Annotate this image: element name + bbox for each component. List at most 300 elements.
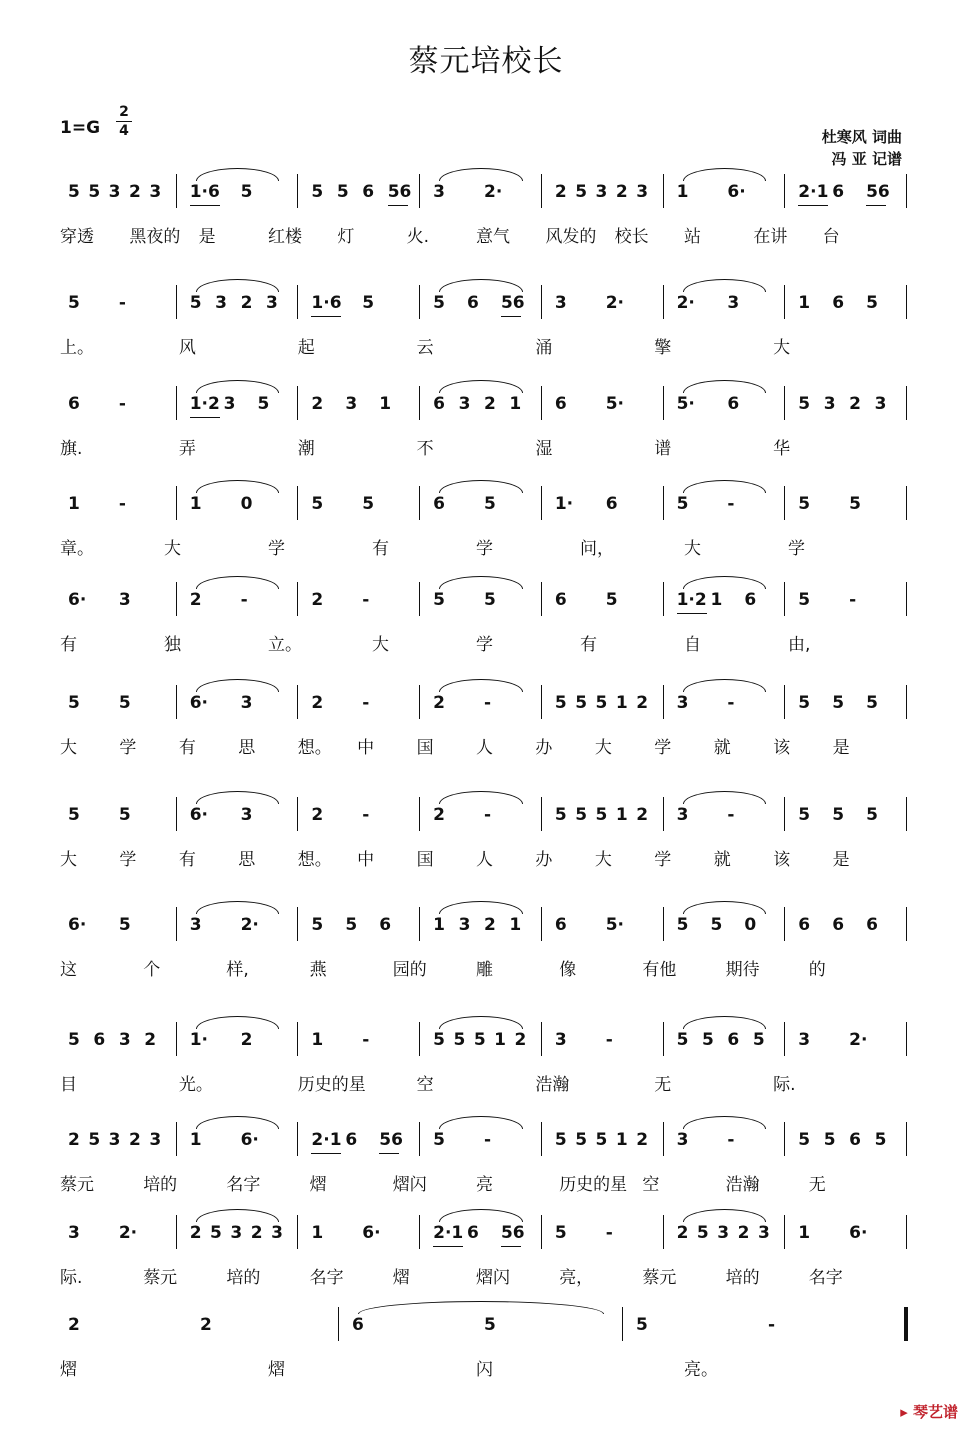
note: 6 — [744, 590, 757, 610]
lyric-word: 由, — [788, 635, 811, 655]
notation-line — [60, 484, 912, 524]
note: 3 — [757, 1223, 770, 1243]
note: 5 — [68, 293, 80, 313]
note: 5 — [702, 1030, 714, 1050]
lyric-word: 是 — [198, 227, 216, 247]
notation-line — [60, 795, 912, 835]
lyric-word: 大 — [60, 850, 77, 870]
lyric-word: 际. — [773, 1075, 796, 1095]
lyric-word: 名字 — [226, 1175, 261, 1195]
note: 1 — [311, 1223, 324, 1243]
note: 1 — [379, 394, 392, 414]
lyric-word: 燕 — [309, 960, 327, 980]
notation-line — [60, 905, 912, 945]
lyric-word: 风 — [178, 338, 196, 358]
lyric-word: 亮。 — [684, 1360, 718, 1380]
beam-line — [677, 613, 707, 614]
page-title: 蔡元培校长 — [408, 44, 564, 79]
note: 1 — [615, 693, 628, 713]
note: 1 — [189, 1130, 202, 1150]
bar-line — [541, 486, 542, 520]
note: 5 — [453, 1030, 466, 1050]
note: - — [484, 693, 492, 713]
note: 2 — [311, 805, 324, 825]
lyric-word: 弄 — [178, 439, 196, 459]
slur-mark — [683, 380, 767, 393]
slur-mark — [683, 679, 767, 692]
lyric-word: 浩瀚 — [535, 1075, 570, 1095]
note: 3 — [458, 915, 471, 935]
lyrics-line — [60, 1066, 912, 1094]
bar-line — [297, 1022, 298, 1056]
note: 5 — [210, 1223, 222, 1243]
lyric-word: 蔡元 — [60, 1175, 94, 1195]
slur-mark — [683, 901, 767, 914]
note: 6· — [189, 805, 208, 825]
note: 3 — [676, 1130, 689, 1150]
bar-line — [906, 907, 907, 941]
bar-line — [663, 285, 664, 319]
note: 6· — [849, 1223, 868, 1243]
note: 2 — [484, 394, 496, 414]
credit-transcriber: 冯 亚 记谱 — [831, 150, 902, 168]
note: 1 — [311, 1030, 324, 1050]
slur-mark — [439, 380, 523, 393]
lyric-word: 湿 — [535, 439, 553, 459]
note: 5 — [240, 182, 253, 202]
lyric-word: 有他 — [642, 960, 677, 980]
bar-line — [176, 285, 177, 319]
slur-mark — [683, 576, 767, 589]
beam-line — [433, 1246, 463, 1247]
note: 2 — [144, 1030, 157, 1050]
note: 5 — [554, 1223, 567, 1243]
note: 5 — [484, 1315, 496, 1335]
note: 2·1 — [798, 182, 829, 202]
logo-icon: ▸ — [900, 1403, 908, 1421]
note: - — [727, 805, 735, 825]
note: 5 — [68, 693, 80, 713]
note: 2 — [200, 1315, 212, 1335]
note: 2 — [737, 1223, 750, 1243]
note: 6 — [849, 1130, 861, 1150]
note: 5 — [554, 1130, 567, 1150]
slur-mark — [683, 1209, 767, 1222]
lyric-word: 不 — [416, 439, 434, 459]
note: 3 — [823, 394, 836, 414]
lyric-word: 浩瀚 — [725, 1175, 760, 1195]
note: 1 — [509, 394, 522, 414]
lyric-word: 大 — [684, 539, 701, 559]
note: 5 — [433, 293, 445, 313]
lyric-word: 有 — [178, 850, 196, 870]
lyric-word: 中 — [357, 850, 375, 870]
slur-mark — [439, 679, 523, 692]
lyric-word: 有 — [372, 539, 389, 559]
lyric-word: 该 — [773, 738, 791, 758]
lyrics-line — [60, 1166, 912, 1194]
bar-line — [784, 1215, 785, 1249]
note: 5 — [484, 494, 496, 514]
slur-mark — [196, 679, 280, 692]
lyric-word: 是 — [832, 850, 850, 870]
credit-lyricist-composer: 杜寒风 词曲 — [821, 128, 902, 146]
slur-mark — [196, 901, 280, 914]
note: 5 — [636, 1315, 648, 1335]
lyric-word: 熠 — [309, 1175, 327, 1195]
notation-line — [60, 1020, 912, 1060]
bar-line — [906, 386, 907, 420]
slur-mark — [196, 576, 280, 589]
note: 6 — [554, 915, 567, 935]
note: 5· — [605, 915, 624, 935]
note: 1·6 — [311, 293, 342, 313]
note: 5 — [866, 693, 878, 713]
bar-line — [541, 685, 542, 719]
note: 5 — [362, 494, 375, 514]
lyric-word: 熠闪 — [392, 1175, 427, 1195]
notation-line — [60, 172, 912, 212]
bar-line — [419, 386, 420, 420]
bar-line — [176, 174, 177, 208]
note: 1 — [710, 590, 723, 610]
note: 2 — [636, 1130, 649, 1150]
note: 5 — [676, 1030, 689, 1050]
lyrics-line — [60, 1259, 912, 1287]
lyric-word: 雕 — [476, 960, 493, 980]
note: 2 — [68, 1130, 80, 1150]
note: 5 — [696, 1223, 709, 1243]
lyric-word: 黑夜的 — [129, 227, 181, 247]
bar-line — [419, 907, 420, 941]
lyrics-line — [60, 530, 912, 558]
note: 6 — [798, 915, 811, 935]
note: - — [605, 1223, 613, 1243]
lyric-word: 蔡元 — [642, 1268, 677, 1288]
note: 3 — [554, 1030, 567, 1050]
note: 2· — [240, 915, 259, 935]
lyric-word: 样, — [226, 960, 249, 980]
note: 5 — [554, 693, 567, 713]
note: 5 — [866, 293, 878, 313]
note: 2· — [484, 182, 503, 202]
note: 1·2 — [189, 394, 220, 414]
note: 3 — [118, 1030, 131, 1050]
bar-line — [906, 685, 907, 719]
slur-mark — [439, 279, 523, 292]
note: - — [118, 394, 126, 414]
lyric-word: 的 — [808, 960, 826, 980]
slur-mark — [439, 901, 523, 914]
lyric-word: 学 — [268, 539, 285, 559]
note: 3 — [108, 1130, 121, 1150]
lyrics-line — [60, 626, 912, 654]
note: - — [362, 590, 370, 610]
note: 6 — [605, 494, 618, 514]
lyric-word: 是 — [832, 738, 850, 758]
note: 5 — [118, 693, 131, 713]
lyric-word: 校长 — [614, 227, 649, 247]
note: 6 — [362, 182, 375, 202]
lyric-word: 学 — [476, 539, 493, 559]
lyric-word: 亮， — [559, 1268, 594, 1288]
note: 5 — [68, 1030, 80, 1050]
lyric-word: 历史的星 — [559, 1175, 628, 1195]
beam-line — [311, 1153, 341, 1154]
lyric-word: 光。 — [178, 1075, 213, 1095]
note: 5 — [311, 915, 324, 935]
lyric-word: 云 — [416, 338, 434, 358]
note: 3 — [798, 1030, 811, 1050]
note: - — [484, 805, 492, 825]
note: 6 — [433, 494, 445, 514]
note: 1 — [615, 805, 628, 825]
lyric-word: 目 — [60, 1075, 77, 1095]
bar-line — [297, 1215, 298, 1249]
note: 3 — [458, 394, 471, 414]
bar-line — [176, 1022, 177, 1056]
note: 3 — [108, 182, 121, 202]
lyric-word: 培的 — [725, 1268, 760, 1288]
slur-mark — [439, 1116, 523, 1129]
bar-line — [906, 1022, 907, 1056]
note: 2 — [433, 693, 445, 713]
bar-line — [297, 685, 298, 719]
lyric-word: 闪 — [476, 1360, 493, 1380]
note: 2 — [636, 693, 649, 713]
note: 5 — [68, 182, 80, 202]
lyric-word: 自 — [684, 635, 701, 655]
lyric-word: 想。 — [297, 850, 332, 870]
note: 5 — [874, 1130, 887, 1150]
note: 3 — [676, 693, 689, 713]
note: 1·2 — [676, 590, 707, 610]
lyric-word: 华 — [773, 439, 791, 459]
note: 6 — [93, 1030, 106, 1050]
note: 2 — [849, 394, 861, 414]
note: 5 — [336, 182, 349, 202]
lyric-word: 熠闪 — [476, 1268, 510, 1288]
lyric-word: 办 — [535, 850, 553, 870]
note: 6 — [467, 293, 479, 313]
note: 1 — [509, 915, 522, 935]
note: 6· — [362, 1223, 381, 1243]
note: 56 — [387, 182, 412, 202]
lyric-word: 大 — [164, 539, 181, 559]
note: 5 — [345, 915, 358, 935]
note: 2·1 — [311, 1130, 342, 1150]
slur-mark — [196, 1116, 280, 1129]
note: - — [118, 293, 126, 313]
note: 6 — [379, 915, 392, 935]
note: 6 — [727, 394, 740, 414]
lyric-word: 有 — [178, 738, 196, 758]
lyrics-line — [60, 329, 912, 357]
note: 5 — [118, 915, 131, 935]
bar-line — [176, 582, 177, 616]
note: 1·6 — [189, 182, 220, 202]
lyrics-line — [60, 841, 912, 869]
bar-line — [176, 386, 177, 420]
bar-line — [541, 174, 542, 208]
note: - — [727, 1130, 735, 1150]
bar-line — [784, 174, 785, 208]
bar-line — [784, 582, 785, 616]
note: 3 — [230, 1223, 243, 1243]
lyric-word: 大 — [594, 738, 612, 758]
note: 6· — [189, 693, 208, 713]
lyric-word: 站 — [684, 227, 701, 247]
note: 5 — [575, 693, 588, 713]
note: 5 — [798, 1130, 811, 1150]
bar-line — [419, 1022, 420, 1056]
note: - — [768, 1315, 776, 1335]
note: 5 — [710, 915, 723, 935]
lyric-word: 学 — [476, 635, 493, 655]
notation-line — [60, 384, 912, 424]
lyric-word: 空 — [416, 1075, 434, 1095]
bar-line — [663, 174, 664, 208]
lyric-word: 国 — [416, 738, 434, 758]
bar-line — [176, 1215, 177, 1249]
note: 2 — [129, 182, 141, 202]
note: 5 — [676, 494, 689, 514]
note: 5 — [832, 693, 845, 713]
note: 1 — [189, 494, 202, 514]
lyric-word: 国 — [416, 850, 434, 870]
lyric-word: 旗. — [60, 439, 83, 459]
note: 56 — [500, 293, 525, 313]
bar-line — [176, 685, 177, 719]
note: 5 — [88, 1130, 101, 1150]
note: 5 — [484, 590, 496, 610]
slur-mark — [196, 279, 280, 292]
bar-line — [297, 285, 298, 319]
lyric-word: 培的 — [143, 1175, 178, 1195]
beam-line — [388, 205, 408, 206]
note: 3 — [727, 293, 740, 313]
note: 6 — [467, 1223, 479, 1243]
bar-line — [176, 486, 177, 520]
slur-mark — [439, 791, 523, 804]
lyric-word: 办 — [535, 738, 553, 758]
bar-line — [176, 907, 177, 941]
slur-mark — [196, 1209, 280, 1222]
note: 3 — [223, 394, 236, 414]
beam-line — [190, 417, 220, 418]
note: 1 — [798, 293, 811, 313]
lyrics-line — [60, 951, 912, 979]
bar-line — [541, 1022, 542, 1056]
note: 6 — [345, 1130, 358, 1150]
beam-line — [501, 316, 521, 317]
lyric-word: 蔡元 — [143, 1268, 178, 1288]
slur-mark — [196, 168, 280, 181]
note: 5 — [866, 805, 878, 825]
bar-line — [419, 685, 420, 719]
bar-line — [419, 582, 420, 616]
bar-line — [663, 797, 664, 831]
bar-line — [419, 285, 420, 319]
slur-mark — [439, 1209, 523, 1222]
note: 1· — [554, 494, 574, 514]
lyric-word: 熠 — [268, 1360, 285, 1380]
final-bar-line — [904, 1307, 908, 1341]
lyric-word: 个 — [143, 960, 161, 980]
note: 5 — [595, 805, 608, 825]
lyric-word: 人 — [476, 738, 493, 758]
note: 3 — [345, 394, 358, 414]
notation-line — [60, 580, 912, 620]
note: - — [240, 590, 248, 610]
note: 5 — [362, 293, 375, 313]
note: 6· — [727, 182, 746, 202]
lyric-word: 大 — [372, 635, 389, 655]
note: 1 — [494, 1030, 506, 1050]
note: 6 — [866, 915, 878, 935]
lyric-word: 章。 — [60, 539, 94, 559]
beam-line — [190, 205, 220, 206]
bar-line — [297, 174, 298, 208]
lyric-word: 中 — [357, 738, 375, 758]
bar-line — [419, 1122, 420, 1156]
note: 2 — [240, 1030, 253, 1050]
note: 2· — [605, 293, 624, 313]
note: 1 — [615, 1130, 628, 1150]
note: 6 — [832, 182, 845, 202]
bar-line — [663, 907, 664, 941]
bar-line — [663, 582, 664, 616]
bar-line — [663, 1022, 664, 1056]
note: 56 — [500, 1223, 525, 1243]
note: 5 — [798, 494, 811, 514]
bar-line — [663, 386, 664, 420]
note: 0 — [744, 915, 757, 935]
note: 3 — [240, 805, 253, 825]
lyric-word: 有 — [580, 635, 597, 655]
lyric-word: 上。 — [60, 338, 94, 358]
lyric-word: 大 — [594, 850, 612, 870]
lyric-word: 名字 — [808, 1268, 843, 1288]
note: 2 — [311, 590, 324, 610]
note: 5 — [605, 590, 618, 610]
note: 2 — [636, 805, 649, 825]
note: 3 — [874, 394, 887, 414]
note: - — [484, 1130, 492, 1150]
bar-line — [541, 797, 542, 831]
lyric-word: 熠 — [60, 1360, 77, 1380]
lyric-word: 学 — [119, 850, 137, 870]
note: 3 — [189, 915, 202, 935]
notation-line — [60, 283, 912, 323]
note: 0 — [240, 494, 253, 514]
lyric-word: 台 — [822, 227, 840, 247]
notation-line — [60, 683, 912, 723]
note: 6 — [433, 394, 445, 414]
bar-line — [784, 1122, 785, 1156]
lyric-word: 际. — [60, 1268, 83, 1288]
note: 2 — [129, 1130, 141, 1150]
note: 2· — [118, 1223, 138, 1243]
bar-line — [784, 486, 785, 520]
note: 3 — [240, 693, 253, 713]
slur-mark — [358, 1301, 604, 1314]
bar-line — [784, 797, 785, 831]
note: 5 — [554, 805, 567, 825]
lyric-word: 学 — [654, 850, 672, 870]
bar-line — [297, 582, 298, 616]
lyric-word: 学 — [788, 539, 805, 559]
